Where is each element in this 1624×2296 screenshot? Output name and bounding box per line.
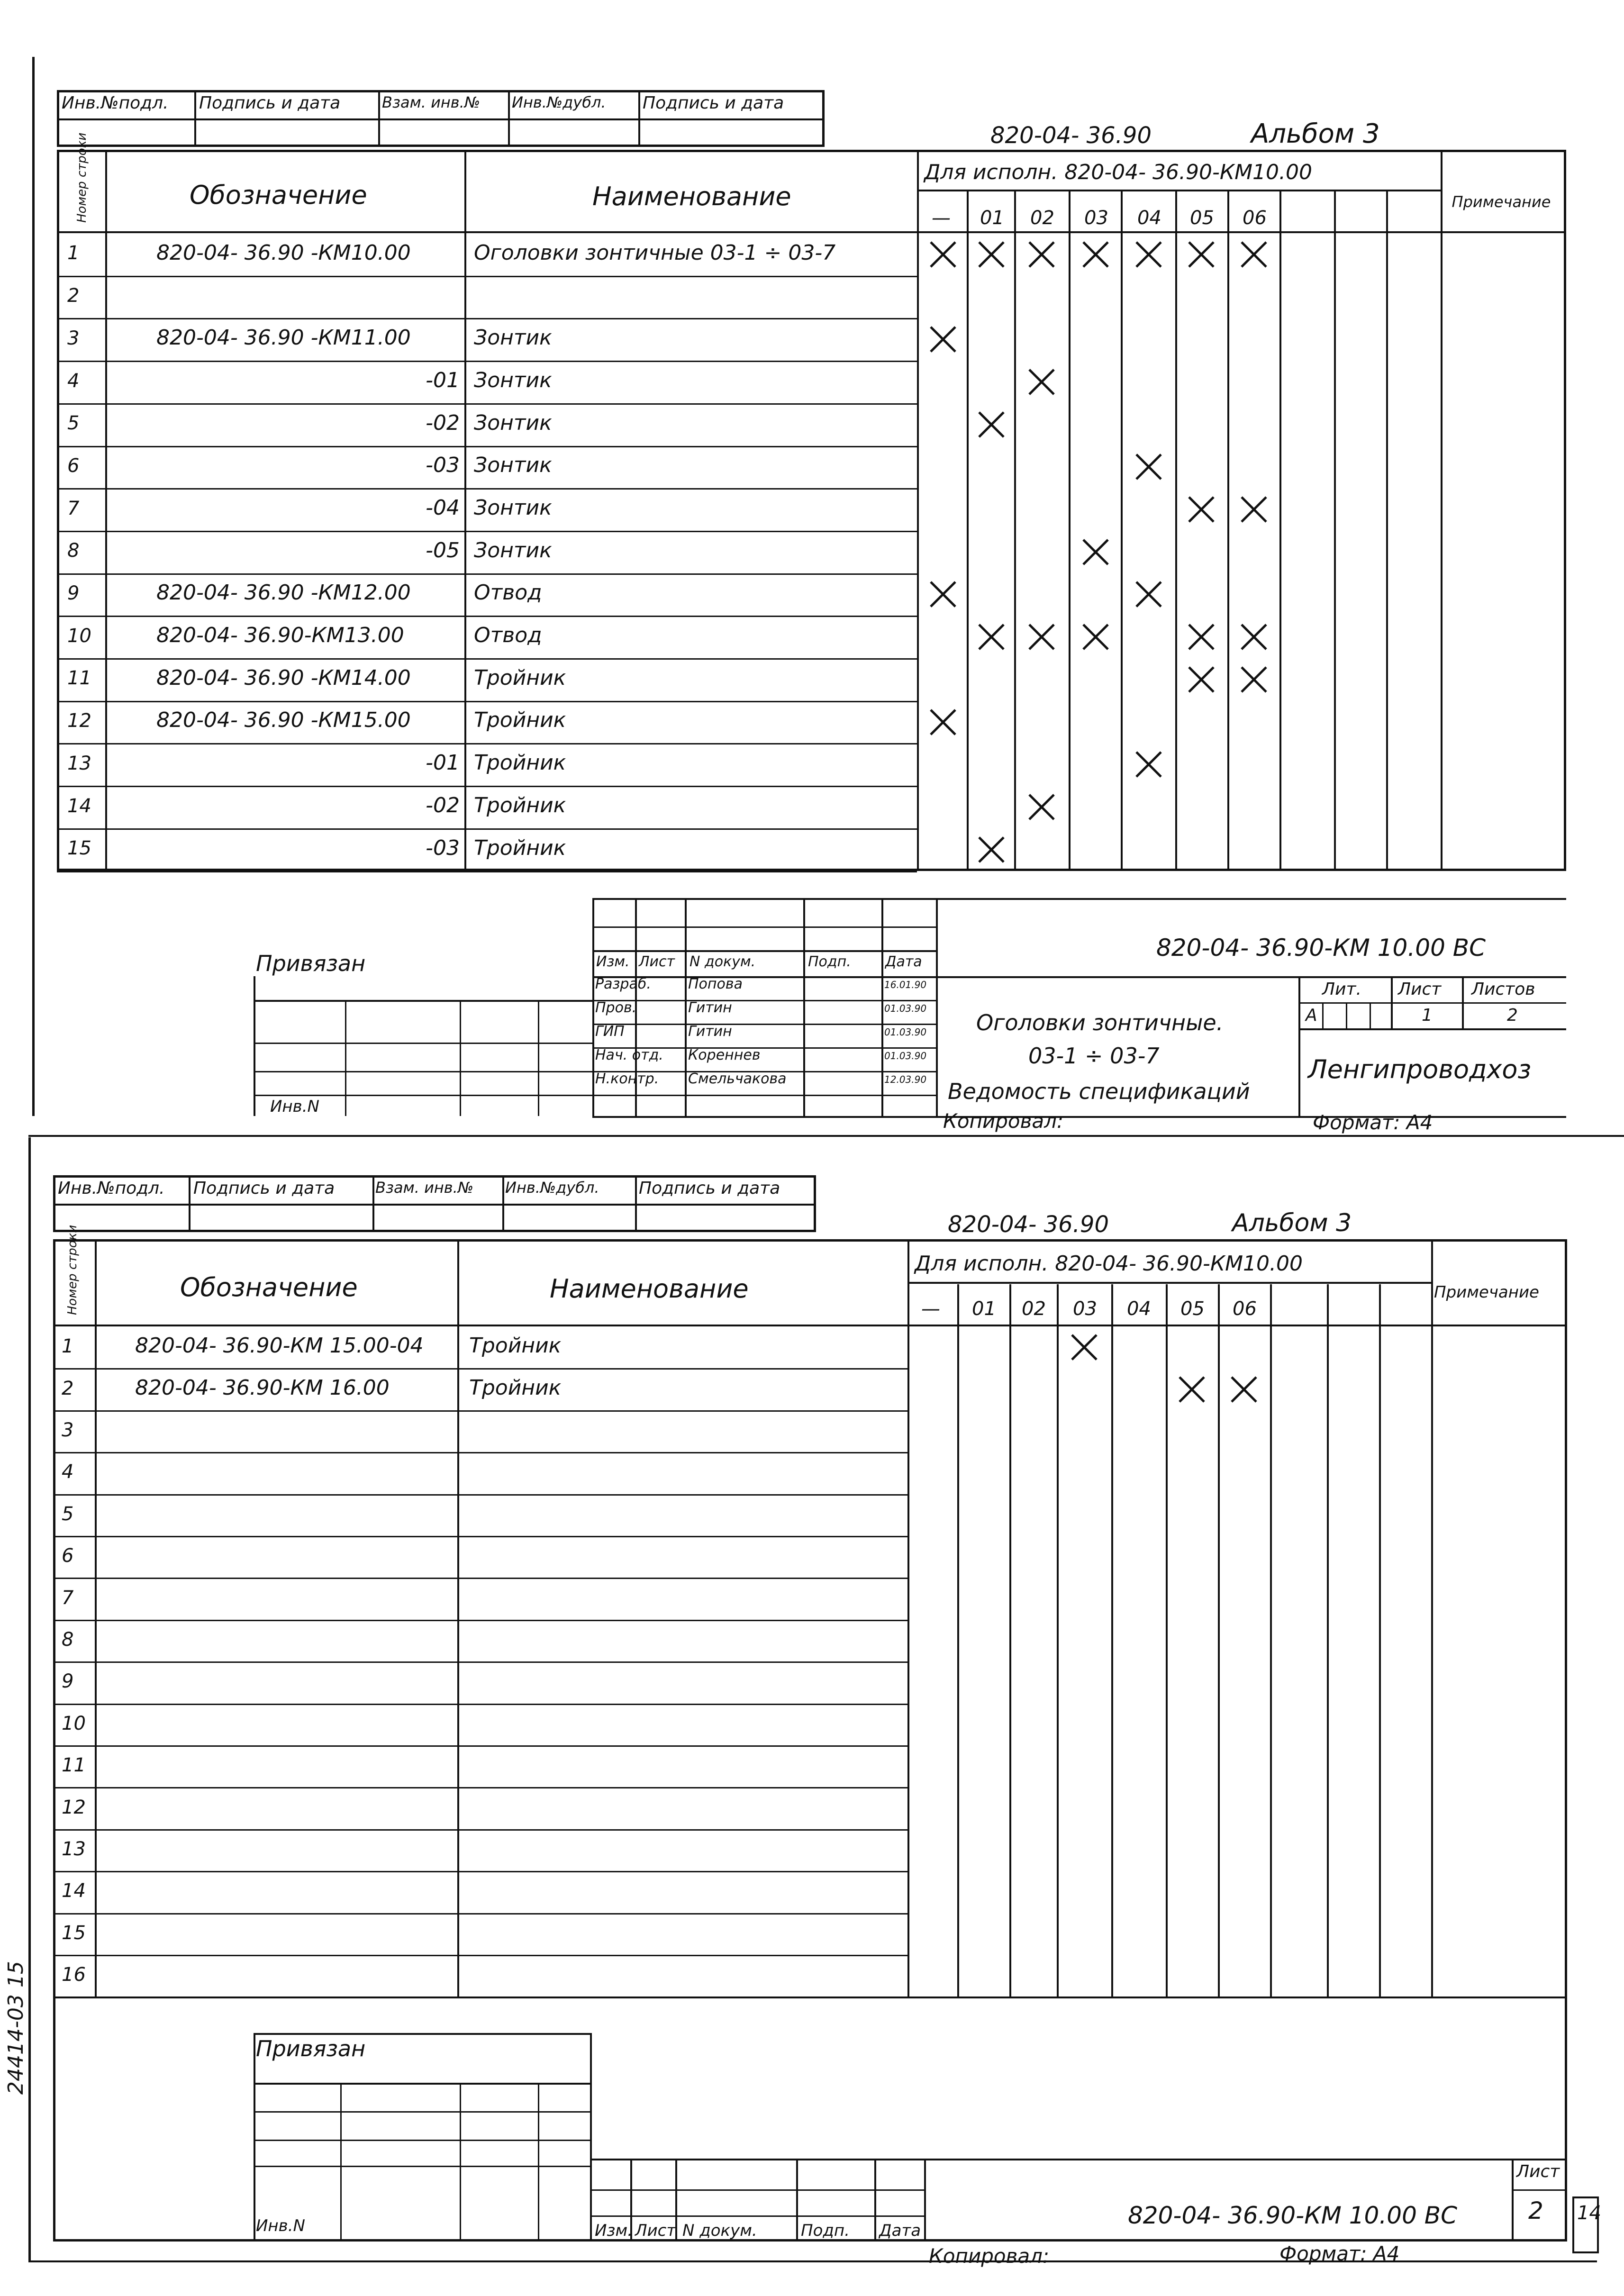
tb-col-head: Дата [885,953,922,970]
row-divider [53,1452,907,1453]
tb-col-head: Дата [879,2221,921,2240]
cross-mark [1136,582,1161,607]
row-number: 6 [67,454,80,477]
row-divider [57,446,917,447]
header2-notes: Примечание [1434,1283,1539,1302]
tb-col-head: Подп. [808,953,851,970]
header2-designation: Обозначение [180,1272,358,1302]
row-designation: -02 [426,410,460,435]
row-divider [53,1620,907,1621]
exec-col-head: 04 [1127,1298,1151,1320]
tb-col-head: Лист [639,953,675,970]
tb-person-date: 12.03.90 [884,1074,927,1085]
stamp-vzam-inv: Взам. инв.№ [382,93,481,111]
exec-col-head: 02 [1022,1298,1046,1320]
row-name: Тройник [474,708,566,733]
row-divider [57,616,917,617]
tb-person-role: Разраб. [595,976,651,992]
row-number: 2 [67,285,80,307]
row-number: 4 [62,1461,74,1483]
header-notes: Примечание [1452,193,1551,211]
row-name: Тройник [474,751,566,775]
row-name: Отвод [474,623,542,648]
header-for-exec: Для исполн. 820-04- 36.90-КМ10.00 [924,160,1313,184]
row-number: 7 [62,1587,74,1609]
row-divider [57,318,917,319]
stamp2-vzam-inv: Взам. инв.№ [375,1179,474,1197]
privyazan-label: Привязан [256,951,366,976]
stamp-inv-podl: Инв.№подл. [62,93,169,113]
row-designation: 820-04- 36.90 -КМ12.00 [156,581,411,605]
stamp-inv-dubl: Инв.№дубл. [512,93,606,111]
row-designation: 820-04- 36.90 -КМ10.00 [156,240,411,265]
cross-mark [1029,370,1054,394]
cross-mark [931,242,955,267]
tb-title-line-2: 03-1 ÷ 03-7 [1028,1043,1160,1069]
tb-title-line-3: Ведомость спецификаций [948,1079,1250,1104]
exec-col-head: 01 [980,207,1004,229]
header2-line-no: Номер строки [65,1225,80,1315]
row-divider [57,403,917,405]
row-divider [53,1536,907,1537]
row-number: 12 [62,1796,86,1818]
cross-mark [1072,1335,1097,1360]
tb-sheet: 1 [1422,1006,1433,1025]
tb-doc-code: 820-04- 36.90-КМ 10.00 ВС [1156,934,1486,962]
stamp-podpis-data: Подпись и дата [199,93,341,113]
row-name: Тройник [474,793,566,817]
row-number: 7 [67,497,80,519]
row-number: 1 [67,242,80,264]
tb-sheets: 2 [1507,1006,1518,1025]
tb-col-head: Изм. [596,953,630,970]
row-designation: 820-04- 36.90-КМ 16.00 [135,1375,390,1400]
exec-col-head: 06 [1243,207,1267,229]
row-number: 15 [67,837,91,860]
tb-col-head: N докум. [690,953,756,970]
exec-col-head: 03 [1073,1298,1097,1320]
cross-mark [1029,625,1054,649]
row-divider [53,1368,907,1370]
stamp-podpis-data-2: Подпись и дата [643,93,784,113]
row-divider [57,573,917,575]
row-divider [53,1410,907,1412]
row-number: 10 [67,625,91,647]
stamp2-inv-dubl: Инв.№дубл. [505,1179,599,1197]
cross-mark [979,837,1004,862]
row-number: 9 [67,582,80,605]
row-name: Тройник [474,835,566,860]
tb-org: Ленгипроводхоз [1308,1054,1532,1084]
row-divider [53,1913,907,1915]
row-divider [53,1494,907,1496]
exec-col-head: 06 [1233,1298,1257,1320]
row-number: 14 [62,1880,86,1902]
exec-col-head: 05 [1180,1298,1205,1320]
row-divider [57,531,917,532]
row-designation: -03 [426,453,460,478]
row-divider [53,1829,907,1831]
row-name: Отвод [474,581,542,605]
header2-doc-code: 820-04- 36.90 [948,1211,1109,1238]
cross-mark [1189,667,1214,692]
row-divider [53,1578,907,1579]
row-divider [53,1871,907,1872]
header-designation: Обозначение [190,180,367,210]
cross-mark [1242,667,1266,692]
header-doc-code: 820-04- 36.90 [990,122,1152,149]
cross-mark [979,625,1004,649]
row-name: Зонтик [474,368,552,392]
row-name: Тройник [469,1334,562,1358]
row-divider [53,1745,907,1747]
row-designation: -05 [426,538,460,563]
header-album: Альбом 3 [1251,118,1380,149]
cross-mark [1136,454,1161,479]
stamp2-podpis-data-2: Подпись и дата [639,1179,780,1198]
inv-n-label: Инв.N [270,1097,319,1116]
tb-person-name: Кореннев [688,1047,761,1063]
cross-mark [1179,1377,1204,1402]
tb-person-name: Гитин [688,999,732,1016]
cross-mark [931,327,955,352]
row-number: 11 [62,1754,86,1777]
copied-label: Копировал: [943,1109,1064,1133]
row-number: 14 [67,795,91,817]
tb-title-line-1: Оголовки зонтичные. [976,1010,1224,1035]
privyazan2-label: Привязан [256,2036,366,2061]
tb2-sheet: 2 [1528,2197,1543,2224]
cross-mark [1189,242,1214,267]
row-divider [57,658,917,660]
tb-lit: А [1306,1006,1317,1025]
row-designation: 820-04- 36.90 -КМ15.00 [156,708,411,733]
row-number: 6 [62,1545,74,1567]
row-number: 2 [62,1377,74,1399]
row-number: 13 [62,1838,86,1860]
tb-col-head: Лист [635,2221,676,2240]
row-divider [53,1955,907,1956]
row-divider [57,361,917,362]
header2-name: Наименование [550,1274,749,1304]
tb-person-date: 01.03.90 [884,1026,927,1038]
row-number: 8 [62,1628,74,1651]
exec-col-head: 04 [1137,207,1161,229]
tb-person-date: 01.03.90 [884,1003,927,1014]
row-divider [53,1787,907,1788]
header-name: Наименование [592,182,791,211]
row-name: Зонтик [474,538,552,563]
row-number: 5 [67,412,80,435]
tb-sheet-label: Лист [1398,980,1442,999]
row-number: 9 [62,1670,74,1693]
row-number: 1 [62,1335,74,1358]
cross-mark [931,582,955,607]
tb-person-role: Пров. [595,999,637,1016]
row-name: Зонтик [474,326,552,350]
row-number: 5 [62,1503,74,1525]
header-line-no: Номер строки [75,132,89,223]
row-divider [57,276,917,277]
row-divider [57,828,917,830]
inv2-n-label: Инв.N [256,2216,305,2235]
cross-mark [1232,1377,1256,1402]
row-designation: -01 [426,751,460,775]
row-name: Тройник [469,1375,562,1400]
cross-mark [979,242,1004,267]
tb-person-date: 01.03.90 [884,1050,927,1062]
tb-person-date: 16.01.90 [884,979,927,990]
row-designation: -03 [426,835,460,860]
exec-col-head: — [921,1298,940,1320]
header2-album: Альбом 3 [1232,1209,1352,1237]
cross-mark [1242,242,1266,267]
cross-mark [1189,625,1214,649]
row-number: 10 [62,1712,86,1734]
cross-mark [1083,625,1108,649]
copied2-label: Копировал: [929,2244,1050,2268]
cross-mark [1136,752,1161,777]
tb-lit-label: Лит. [1322,980,1361,999]
row-number: 8 [67,540,80,562]
cross-mark [1242,625,1266,649]
row-number: 3 [67,327,80,349]
row-number: 11 [67,667,91,690]
tb-col-head: Подп. [801,2221,850,2240]
row-divider [57,786,917,787]
tb-col-head: Изм. [595,2221,633,2240]
tb-person-name: Попова [688,976,743,992]
cross-mark [1083,242,1108,267]
cross-mark [1029,242,1054,267]
row-number: 3 [62,1419,74,1441]
row-designation: 820-04- 36.90-КМ13.00 [156,623,404,648]
row-number: 15 [62,1922,86,1944]
row-divider [53,1661,907,1663]
row-divider [53,1997,907,1998]
margin-code: 24414-03 15 [4,1961,28,2095]
row-divider [57,871,917,872]
row-number: 16 [62,1964,86,1986]
exec-col-head: 03 [1084,207,1108,229]
cross-mark [1029,795,1054,819]
corner-number: 14 [1577,2202,1601,2224]
cross-mark [1083,540,1108,564]
stamp2-podpis-data: Подпись и дата [193,1179,335,1198]
row-number: 4 [67,370,80,392]
cross-mark [979,412,1004,437]
exec-col-head: 02 [1030,207,1054,229]
exec-col-head: 01 [972,1298,996,1320]
row-number: 13 [67,752,91,774]
tb-person-role: Нач. отд. [595,1047,663,1063]
row-name: Зонтик [474,410,552,435]
cross-mark [1136,242,1161,267]
format-label: Формат: А4 [1313,1111,1433,1134]
row-divider [57,743,917,744]
row-divider [57,488,917,490]
format2-label: Формат: А4 [1279,2242,1400,2265]
row-number: 12 [67,710,91,732]
tb-sheets-label: Листов [1471,980,1535,999]
row-name: Зонтик [474,495,552,520]
row-designation: -01 [426,368,460,392]
exec-col-head: — [932,207,951,229]
row-name: Оголовки зонтичные 03-1 ÷ 03-7 [474,240,836,265]
tb-person-name: Гитин [688,1023,732,1040]
row-designation: 820-04- 36.90 -КМ11.00 [156,326,411,350]
row-name: Зонтик [474,453,552,478]
row-designation: -02 [426,793,460,817]
cross-mark [1242,497,1266,522]
tb-person-name: Смельчакова [688,1071,787,1087]
cross-mark [1189,497,1214,522]
stamp2-inv-podl: Инв.№подл. [58,1179,165,1198]
cross-mark [931,710,955,735]
row-designation: -04 [426,495,460,520]
tb2-doc-code: 820-04- 36.90-КМ 10.00 ВС [1128,2202,1457,2229]
tb-col-head: N докум. [682,2221,757,2240]
exec-col-head: 05 [1190,207,1214,229]
row-designation: 820-04- 36.90-КМ 15.00-04 [135,1334,424,1358]
row-designation: 820-04- 36.90 -КМ14.00 [156,665,411,690]
tb2-sheet-label: Лист [1516,2162,1560,2181]
row-divider [53,1704,907,1705]
row-divider [57,701,917,702]
tb-person-role: ГИП [595,1023,625,1040]
row-name: Тройник [474,665,566,690]
header2-for-exec: Для исполн. 820-04- 36.90-КМ10.00 [915,1252,1303,1276]
tb-person-role: Н.контр. [595,1071,659,1087]
